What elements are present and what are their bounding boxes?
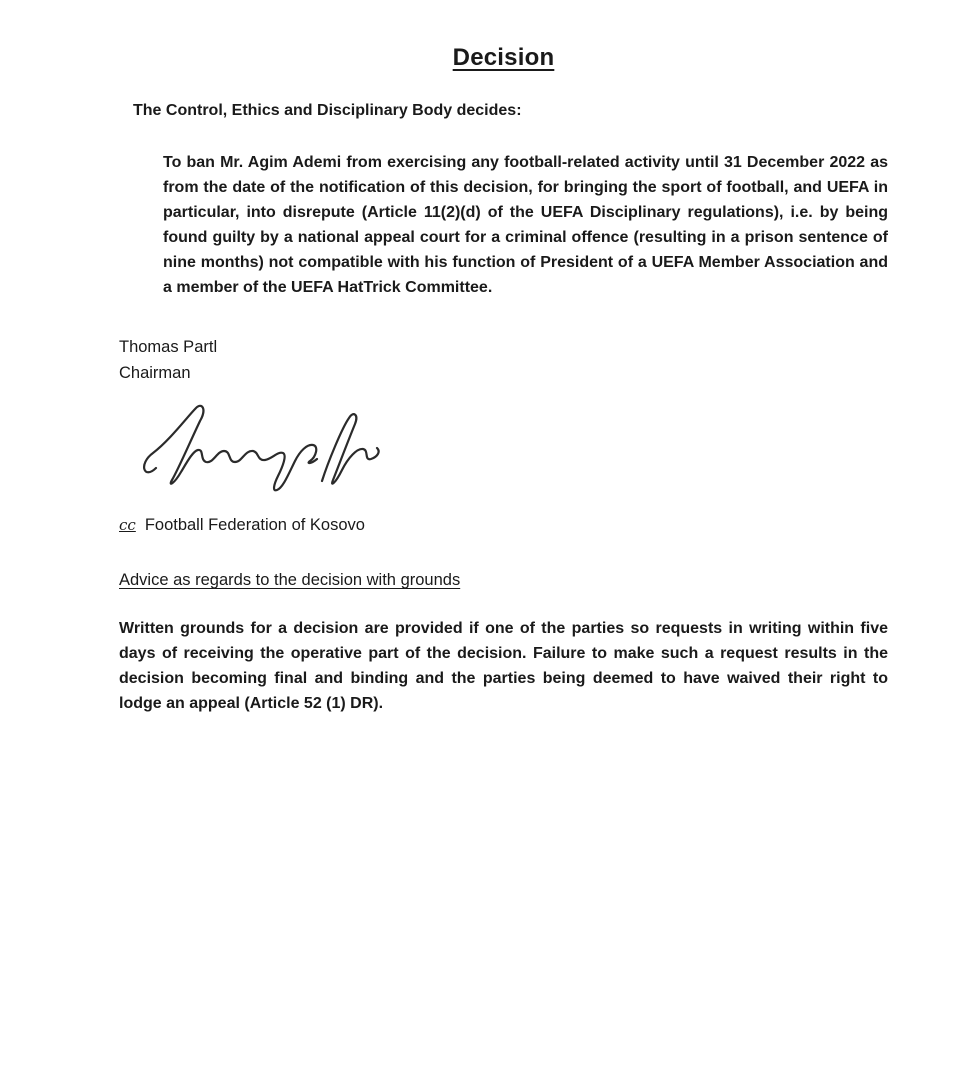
decision-paragraph: To ban Mr. Agim Ademi from exercising any football-related activity until 31 December 2022 as from the date of the notification of this decision, for bringing the sport of football, and UEFA in particular, into disrepute (Article 11(2)(d) of the UEFA Disciplinary regulations), i.e. by being found guilty by a national appeal court for a criminal offence (resulting in a prison sentence of nine months) not compatible with his function of President of a UEFA Member Association and a member of the UEFA HatTrick Committee. [163,154,888,296]
signatory-name: Thomas Partl [119,338,218,356]
cc-label: cc [119,516,136,534]
advice-heading-row [0,535,980,590]
signature [126,396,380,502]
advice-heading: Advice as regards to the decision with grounds [119,571,461,589]
advice-paragraph: Written grounds for a decision are provided if one of the parties so requests in writing within five days of receiving the operative part of the decision. Failure to make such a request results in the decision becoming final and binding and the parties being deemed to have waived their right to lodge an appeal (Article 52 (1) DR). [119,620,888,712]
intro-line: The Control, Ethics and Disciplinary Body decides: [133,102,522,119]
page-title: Decision [452,44,555,71]
signature-image [126,396,380,502]
title-row [119,0,888,72]
signatory-role: Chairman [119,364,191,382]
cc-recipient: Football Federation of Kosovo [144,516,365,534]
cc-line [119,516,980,535]
signatory-block [119,334,980,386]
